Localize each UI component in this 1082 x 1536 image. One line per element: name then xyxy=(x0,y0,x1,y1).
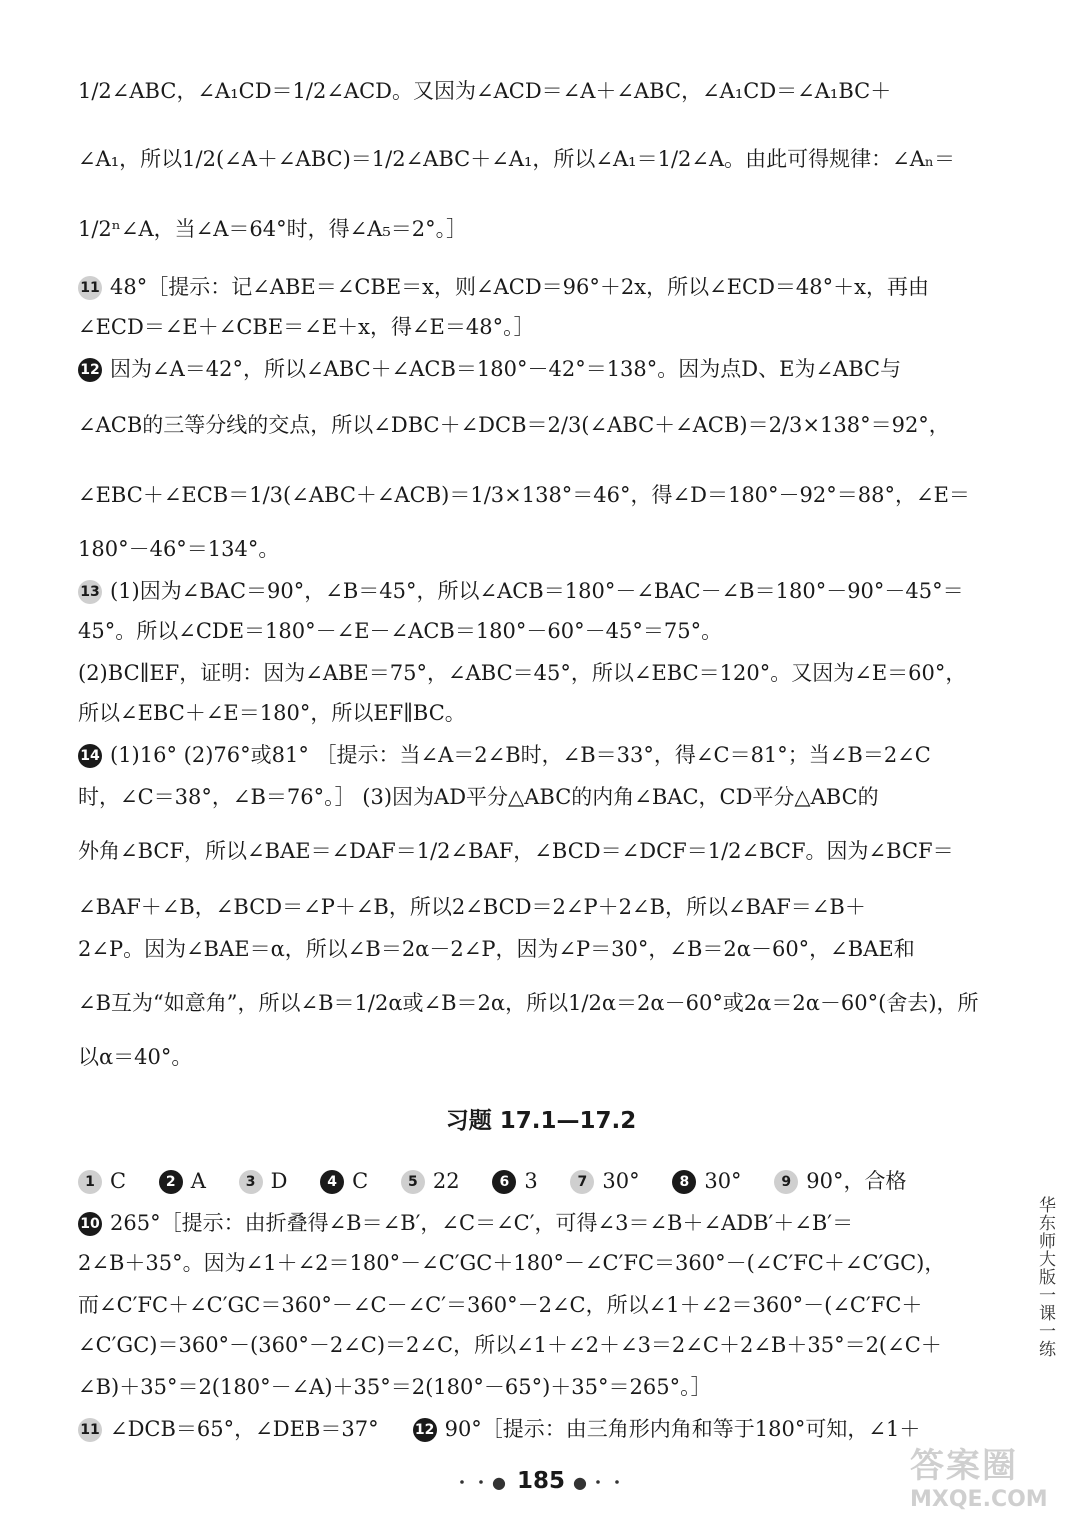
text-line: ∠ECD＝∠E＋∠CBE＝∠E＋x，得∠E＝48°。］ xyxy=(78,315,535,339)
answer-text: A xyxy=(190,1169,206,1193)
answer-item xyxy=(239,1166,288,1196)
answer-item xyxy=(320,1166,368,1196)
answer-text: (1)16° (2)76°或81° ［提示：当∠A＝2∠B时，∠B＝33°，得∠C＝81°；当∠B＝2∠C xyxy=(110,743,931,767)
question-number: 12 xyxy=(78,358,102,382)
watermark-logo xyxy=(910,1438,1070,1530)
text-line: 2∠P。因为∠BAE＝α，所以∠B＝2α－2∠P，因为∠P＝30°，∠B＝2α－60°，∠BAE和 xyxy=(78,937,915,961)
answer-text: 48°［提示：记∠ABE＝∠CBE＝x，则∠ACD＝96°＋2x，所以∠ECD＝48°＋x，再由 xyxy=(110,275,929,299)
question-number: 2 xyxy=(159,1170,183,1194)
question-number: 7 xyxy=(570,1170,594,1194)
question-number: 9 xyxy=(774,1170,798,1194)
answer-item xyxy=(159,1166,206,1196)
decorative-dots: ・・● xyxy=(454,1473,509,1492)
edition-side-label: 华东师大版一课一练 xyxy=(1035,1196,1055,1358)
answer-text: 90°，合格 xyxy=(806,1169,907,1193)
text-line: ∠A₁，所以1/2(∠A＋∠ABC)＝1/2∠ABC＋∠A₁，所以∠A₁＝1/2∠A。由此可得规律：∠Aₙ＝ xyxy=(78,147,955,171)
answer-text: 265°［提示：由折叠得∠B＝∠B′，∠C＝∠C′，可得∠3＝∠B＋∠ADB′＋∠B′＝ xyxy=(110,1211,854,1235)
question-number: 8 xyxy=(672,1170,696,1194)
answer-item xyxy=(774,1166,906,1196)
text-line: ∠C′GC)＝360°－(360°－2∠C)＝2∠C，所以∠1＋∠2＋∠3＝2∠C＋2∠B＋35°＝2(∠C＋ xyxy=(78,1333,942,1357)
text-line: ∠B互为“如意角”，所以∠B＝1/2α或∠B＝2α，所以1/2α＝2α－60°或2α＝2α－60°(舍去)，所 xyxy=(78,991,979,1015)
text-line: (2)BC∥EF，证明：因为∠ABE＝75°，∠ABC＝45°，所以∠EBC＝120°。又因为∠E＝60°， xyxy=(78,661,967,685)
text-line: 以α＝40°。 xyxy=(78,1045,193,1069)
text-line: 外角∠BCF，所以∠BAE＝∠DAF＝1/2∠BAF，∠BCD＝∠DCF＝1/2∠BCF。因为∠BCF＝ xyxy=(78,839,954,863)
question-number: 10 xyxy=(78,1212,102,1236)
watermark-top-text: 答案圈 xyxy=(910,1446,1018,1486)
text-line: 1/2ⁿ∠A，当∠A＝64°时，得∠A₅＝2°。］ xyxy=(78,217,468,241)
question-number: 5 xyxy=(401,1170,425,1194)
text-line: ∠ACB的三等分线的交点，所以∠DBC＋∠DCB＝2/3(∠ABC＋∠ACB)＝2/3×138°＝92°， xyxy=(78,413,950,437)
question-number: 11 xyxy=(78,1418,102,1442)
answer-text: D xyxy=(270,1169,288,1193)
answer-line xyxy=(78,1208,1018,1238)
text-line: ∠BAF＋∠B，∠BCD＝∠P＋∠B，所以2∠BCD＝2∠P＋2∠B，所以∠BAF＝∠B＋ xyxy=(78,895,866,919)
answer-text: C xyxy=(352,1169,369,1193)
answer-item xyxy=(492,1166,537,1196)
question-number: 4 xyxy=(320,1170,344,1194)
answer-item xyxy=(570,1166,639,1196)
answer-line xyxy=(78,1414,1018,1444)
answer-text: 因为∠A＝42°，所以∠ABC＋∠ACB＝180°－42°＝138°。因为点D、E为∠ABC与 xyxy=(110,357,902,381)
question-number: 12 xyxy=(413,1418,437,1442)
question-number: 13 xyxy=(78,580,102,604)
section-title: 习题 17.1—17.2 xyxy=(445,1108,637,1134)
question-number: 11 xyxy=(78,276,102,300)
question-number: 3 xyxy=(239,1170,263,1194)
text-line: ∠EBC＋∠ECB＝1/3(∠ABC＋∠ACB)＝1/3×138°＝46°，得∠D＝180°－92°＝88°，∠E＝ xyxy=(78,483,970,507)
text-line: 时，∠C＝38°，∠B＝76°。］ (3)因为AD平分△ABC的内角∠BAC，CD平分△ABC的 xyxy=(78,785,879,809)
answer-text: (1)因为∠BAC＝90°，∠B＝45°，所以∠ACB＝180°－∠BAC－∠B＝180°－90°－45°＝ xyxy=(110,579,964,603)
question-number: 1 xyxy=(78,1170,102,1194)
text-line: 而∠C′FC＋∠C′GC＝360°－∠C－∠C′＝360°－2∠C，所以∠1＋∠2＝360°－(∠C′FC＋ xyxy=(78,1293,923,1317)
answer-text: 90°［提示：由三角形内角和等于180°可知，∠1＋ xyxy=(444,1417,921,1441)
page-number: 185 xyxy=(516,1468,565,1494)
answer-text: 22 xyxy=(432,1169,460,1193)
answer-item xyxy=(401,1166,460,1196)
text-line: 1/2∠ABC，∠A₁CD＝1/2∠ACD。又因为∠ACD＝∠A＋∠ABC，∠A₁CD＝∠A₁BC＋ xyxy=(78,79,892,103)
text-line: ∠B)＋35°＝2(180°－∠A)＋35°＝2(180°－65°)＋35°＝265°。］ xyxy=(78,1375,712,1399)
text-line: 180°－46°＝134°。 xyxy=(78,537,280,561)
answer-text: C xyxy=(110,1169,127,1193)
answer-line xyxy=(78,354,1008,384)
answer-row xyxy=(78,1166,1008,1196)
answer-text: ∠DCB＝65°，∠DEB＝37° xyxy=(110,1417,379,1441)
text-line: 所以∠EBC＋∠E＝180°，所以EF∥BC。 xyxy=(78,701,466,725)
question-number: 6 xyxy=(492,1170,516,1194)
answer-text: 30° xyxy=(704,1169,742,1193)
text-line: 2∠B＋35°。因为∠1＋∠2＝180°－∠C′GC＋180°－∠C′FC＝360°－(∠C′FC＋∠C′GC)， xyxy=(78,1251,946,1275)
answer-line xyxy=(78,740,1008,770)
answer-text: 30° xyxy=(602,1169,640,1193)
text-line: 45°。所以∠CDE＝180°－∠E－∠ACB＝180°－60°－45°＝75°。 xyxy=(78,619,723,643)
watermark-bottom-text: MXQE.COM xyxy=(910,1487,1048,1512)
answer-item xyxy=(672,1166,741,1196)
answer-line xyxy=(78,576,1008,606)
question-number: 14 xyxy=(78,744,102,768)
answer-line xyxy=(78,272,1008,302)
answer-text: 3 xyxy=(524,1169,538,1193)
answer-item xyxy=(78,1166,126,1196)
decorative-dots: ●・・ xyxy=(573,1473,628,1492)
